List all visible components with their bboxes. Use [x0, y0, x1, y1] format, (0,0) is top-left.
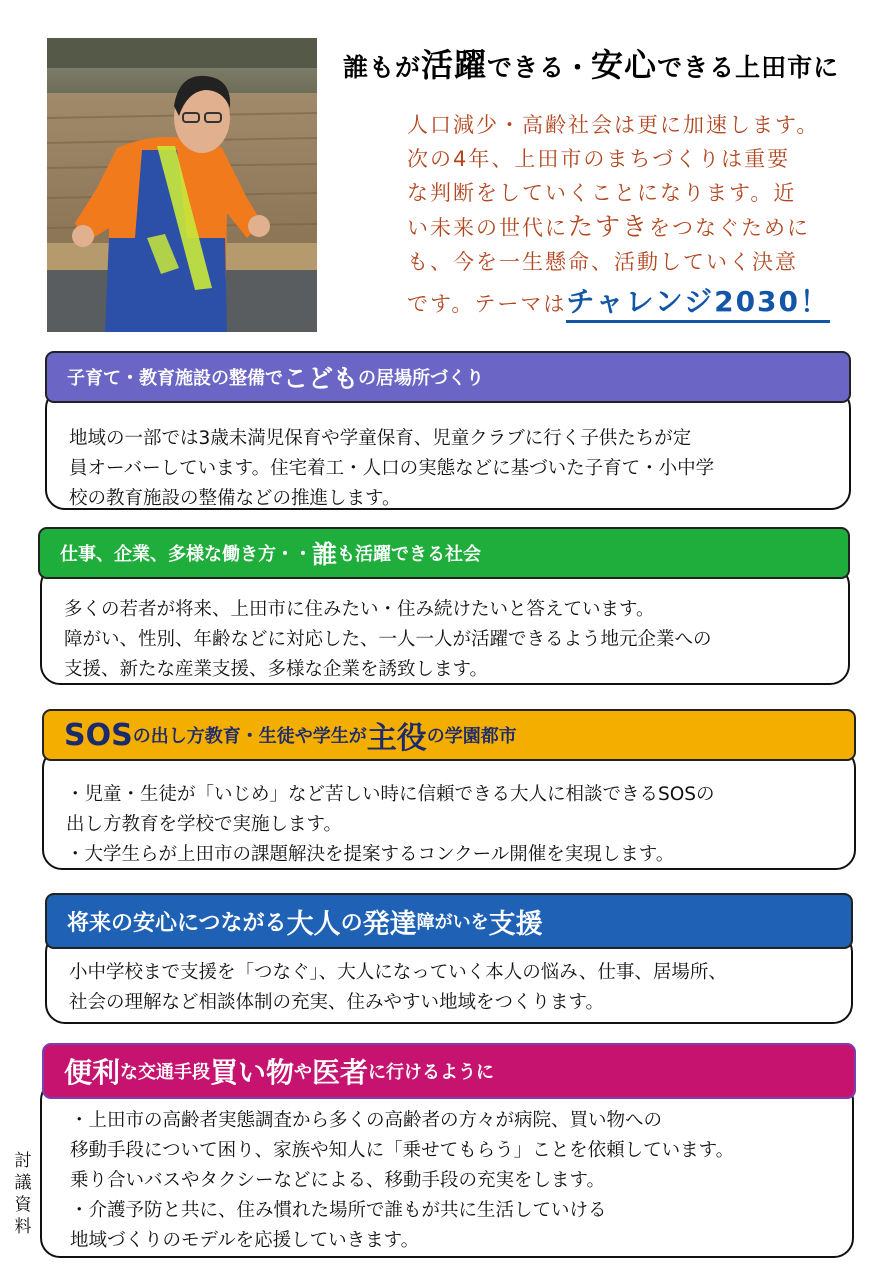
- intro-line-4: [407, 210, 877, 245]
- section-4-title-d: 発達: [362, 908, 417, 940]
- section-2-line: 障がい、性別、年齢などに対応した、一人一人が活躍できるよう地元企業への: [64, 629, 712, 650]
- section-5-title-a: 便利: [64, 1056, 121, 1089]
- side-label-char: 討: [14, 1151, 32, 1171]
- section-5-line: ・上田市の高齢者実態調査から多くの高齢者の方々が病院、買い物への: [70, 1110, 663, 1131]
- section-5-title-c: 買い物: [210, 1056, 295, 1089]
- section-4-title-e: 障がいを: [416, 912, 489, 933]
- intro-line-6: [407, 285, 877, 321]
- intro-line-4a: い未来の世代に: [407, 216, 568, 240]
- side-label-char: 料: [14, 1217, 32, 1237]
- side-label-char: 議: [14, 1173, 32, 1193]
- section-2-body: [40, 565, 850, 685]
- section-4-line: 小中学校まで支援を「つなぐ」、大人になっていく本人の悩み、仕事、居場所、: [69, 962, 727, 983]
- section-5-title-b: な交通手段: [120, 1062, 211, 1083]
- section-1-title-c: の居場所づくり: [358, 368, 485, 389]
- section-5-title-e: 医者: [312, 1056, 369, 1089]
- section-2-title-a: 仕事、企業、多様な働き方・・: [60, 544, 312, 565]
- section-4-title-c: の: [340, 910, 363, 936]
- section-4-line: 社会の理解など相談体制の充実、住みやすい地域をつくります。: [69, 992, 605, 1013]
- headline-part-5: できる上田市に: [657, 53, 840, 82]
- intro-line-6a: です。テーマは: [407, 292, 567, 316]
- section-3-body: [42, 748, 856, 870]
- section-4-title-f: 支援: [488, 908, 543, 940]
- section-5-line: 移動手段について困り、家族や知人に「乗せてもらう」ことを依頼しています。: [70, 1140, 735, 1161]
- runner-photo: [47, 38, 317, 332]
- section-3-title-d: の学園都市: [426, 726, 517, 747]
- section-1-title-a: 子育て・教育施設の整備で: [67, 368, 283, 389]
- section-1-body: [45, 388, 851, 510]
- section-4-title-b: 大人: [286, 908, 341, 940]
- section-5-title-d: や: [294, 1062, 313, 1083]
- section-4-title-a: 将来の安心につながる: [67, 910, 287, 936]
- section-5-title: [42, 1043, 856, 1099]
- section-1-line: 地域の一部では3歳未満児保育や学童保育、児童クラブに行く子供たちが定: [69, 428, 692, 449]
- section-5-line: 乗り合いバスやタクシーなどによる、移動手段の充実をします。: [70, 1170, 606, 1191]
- section-5-body: [40, 1080, 854, 1258]
- section-2-title-b: 誰: [312, 540, 338, 569]
- intro-line-3: な判断をしていくことになります。近: [407, 181, 797, 205]
- section-1-line: 校の教育施設の整備などの推進します。: [69, 488, 401, 509]
- section-2-line: 支援、新たな産業支援、多様な企業を誘致します。: [64, 659, 489, 680]
- section-3-line: 出し方教育を学校で実施します。: [66, 814, 343, 835]
- intro-paragraph: [407, 108, 877, 321]
- section-3-title-c: 主役: [366, 721, 427, 756]
- section-3-title: [42, 709, 856, 761]
- intro-line-5: も、今を一生懸命、活動していく決意: [407, 250, 798, 274]
- section-5-line: ・介護予防と共に、住み慣れた場所で誰もが共に生活していける: [70, 1200, 607, 1221]
- headline-part-3: できる・: [487, 53, 592, 82]
- section-2-line: 多くの若者が将来、上田市に住みたい・住み続けたいと答えています。: [64, 599, 655, 620]
- page-headline: [343, 40, 893, 84]
- section-1-title: [45, 351, 851, 403]
- headline-part-1: 誰もが: [343, 53, 422, 82]
- headline-part-4: 安心: [591, 46, 658, 84]
- intro-theme: チャレンジ2030！: [566, 285, 830, 323]
- section-5-line: 地域づくりのモデルを応援していきます。: [70, 1230, 420, 1251]
- intro-tasuki: たすき: [568, 212, 650, 241]
- section-2-title: [38, 527, 850, 579]
- section-3-title-b: の出し方教育・生徒や学生が: [132, 726, 367, 747]
- headline-part-2: 活躍: [421, 46, 488, 84]
- section-4-title: [45, 893, 853, 949]
- intro-line-4c: をつなぐために: [649, 216, 811, 240]
- intro-line-2: 次の4年、上田市のまちづくりは重要: [407, 147, 791, 171]
- section-5-title-f: に行けるように: [368, 1062, 495, 1083]
- section-3-title-a: SOS: [64, 717, 133, 753]
- section-1-title-b: こども: [283, 364, 359, 393]
- discussion-material-label: [10, 1150, 36, 1238]
- section-3-line: ・児童・生徒が「いじめ」など苦しい時に信頼できる大人に相談できるSOSの: [66, 784, 715, 805]
- section-1-line: 員オーバーしています。住宅着工・人口の実態などに基づいた子育て・小中学: [69, 458, 715, 479]
- intro-line-1: 人口減少・高齢社会は更に加速します。: [407, 113, 820, 137]
- section-3-line: ・大学生らが上田市の課題解決を提案するコンクール開催を実現します。: [66, 844, 675, 865]
- side-label-char: 資: [14, 1195, 32, 1215]
- section-2-title-c: も活躍できる社会: [337, 544, 482, 565]
